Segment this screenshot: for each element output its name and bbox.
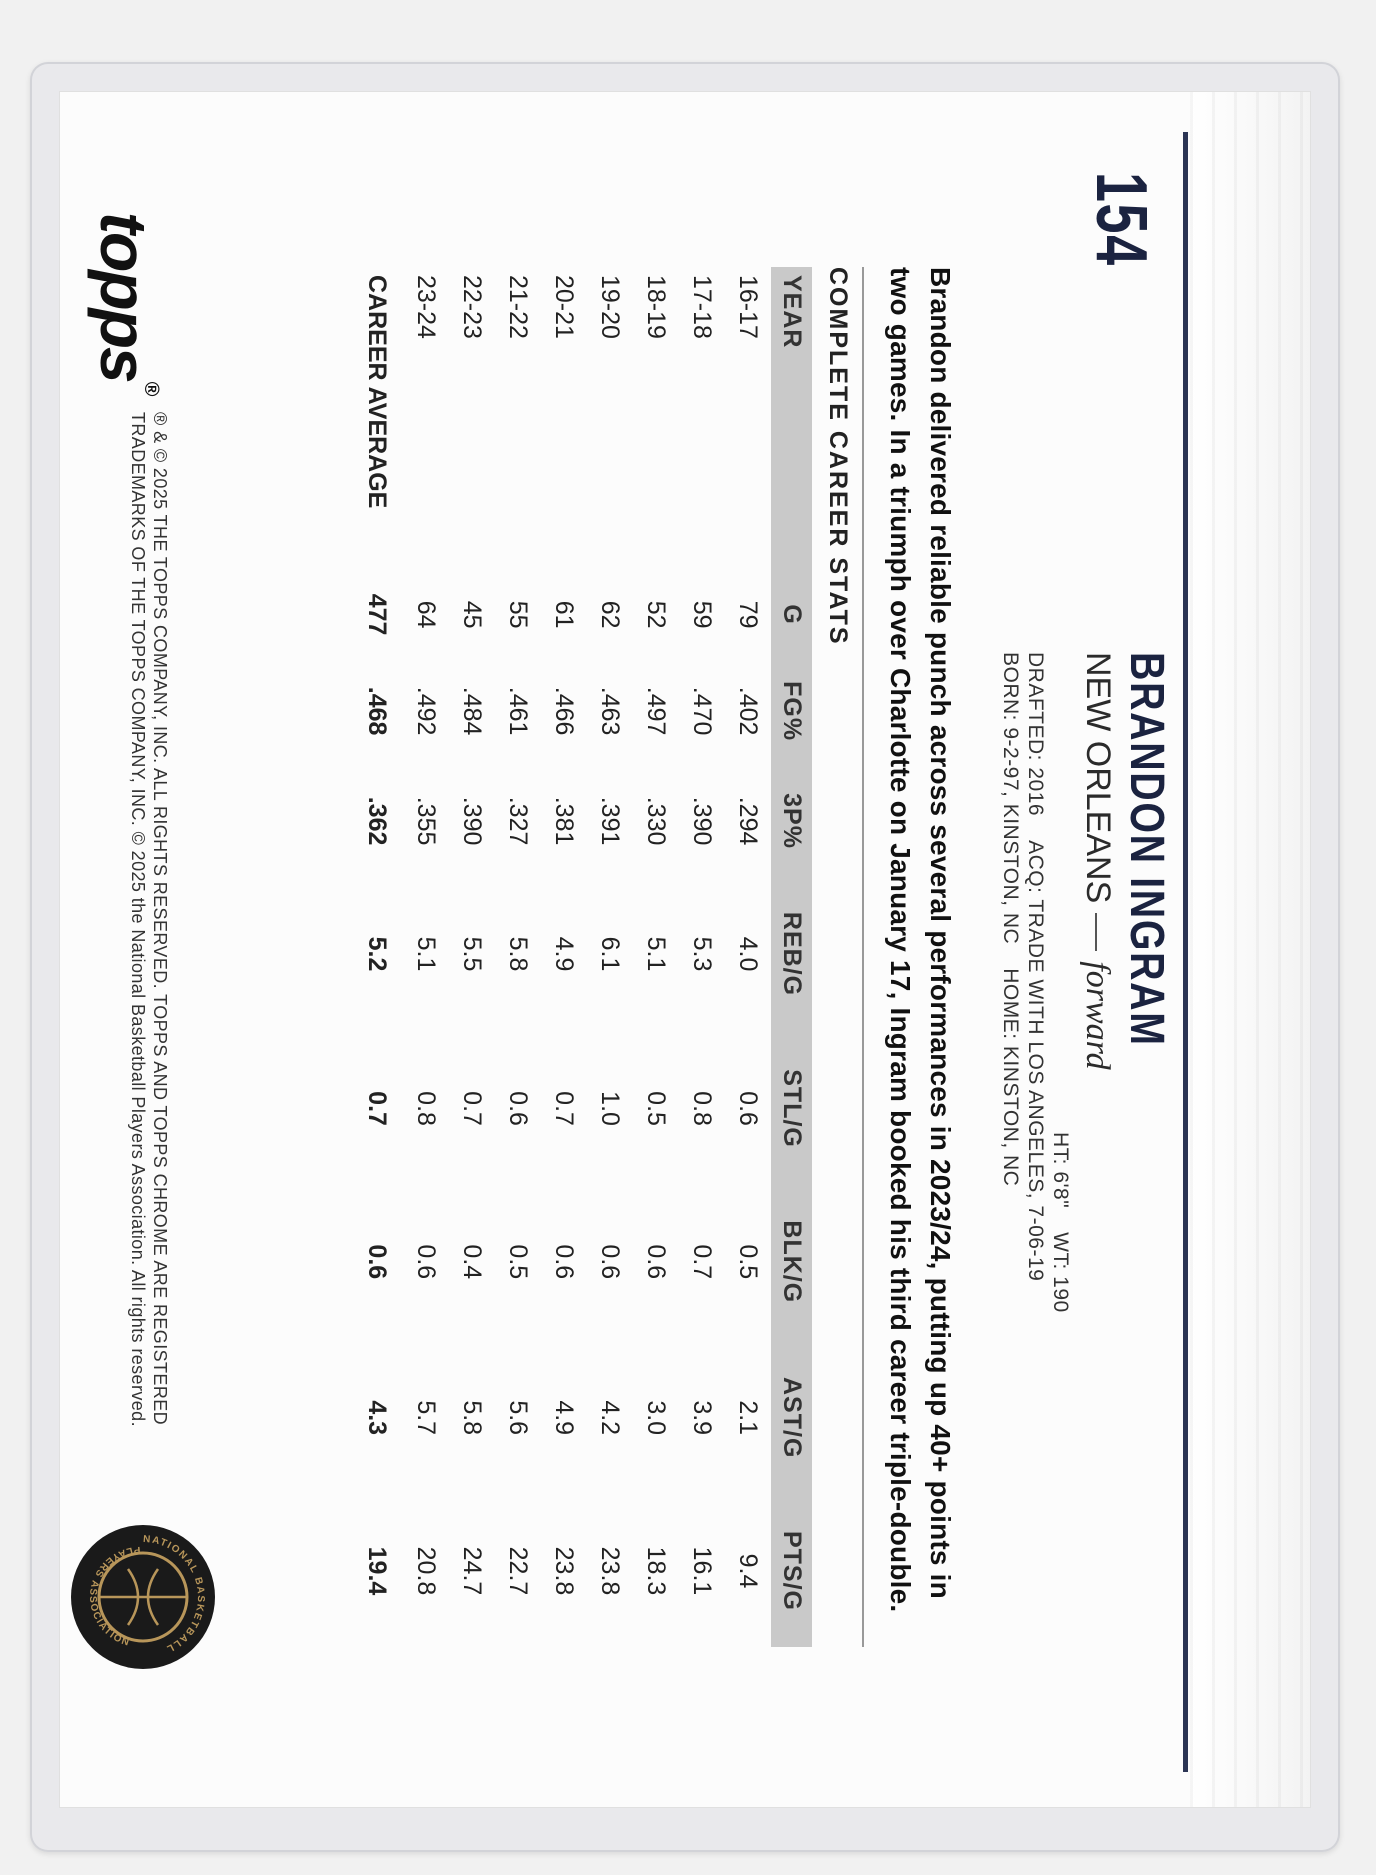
career-cell: 477 <box>363 593 391 636</box>
stats-cell: .390 <box>688 796 716 846</box>
stats-cell: .330 <box>642 796 670 846</box>
stats-row <box>403 267 449 1647</box>
bio-height: HT: 6'8" <box>1049 1132 1072 1209</box>
stats-cell: 16.1 <box>688 1546 716 1596</box>
stats-cell: 5.8 <box>458 1400 486 1436</box>
stats-cell: 0.7 <box>550 1091 578 1126</box>
card-content <box>60 92 1310 1807</box>
stats-cell: 0.7 <box>688 1244 716 1280</box>
col-header: REB/G <box>771 874 812 1034</box>
stats-cell: 0.4 <box>458 1244 486 1280</box>
stats-cell: 0.8 <box>688 1091 716 1126</box>
registered-mark-icon: ® <box>140 381 162 395</box>
col-header: STL/G <box>771 1034 812 1183</box>
stats-cell: 0.5 <box>504 1244 532 1280</box>
topps-logo-text: topps <box>87 212 161 382</box>
stats-cell: 17-18 <box>688 275 716 339</box>
stats-cell: 52 <box>642 600 670 629</box>
stats-row <box>541 267 587 1647</box>
stats-cell: 22-23 <box>458 275 486 339</box>
trading-card-back <box>60 92 1310 1807</box>
stats-cell: 0.6 <box>550 1244 578 1280</box>
legal-text <box>127 412 170 1612</box>
stats-cell: 3.0 <box>642 1400 670 1436</box>
stats-cell: .327 <box>504 796 532 846</box>
stats-cell: 5.5 <box>458 936 486 972</box>
stats-cell: 0.6 <box>412 1244 440 1280</box>
stats-cell: 0.6 <box>596 1244 624 1280</box>
bio-weight: WT: 190 <box>1049 1232 1072 1313</box>
stats-cell: 5.6 <box>504 1400 532 1436</box>
stats-cell: 0.6 <box>504 1091 532 1126</box>
bio-home: HOME: KINSTON, NC <box>999 968 1023 1187</box>
stats-row <box>449 267 495 1647</box>
stats-cell: 0.7 <box>458 1091 486 1126</box>
stats-cell: 18-19 <box>642 275 670 339</box>
player-blurb: Brandon delivered reliable punch across several performances in 2023/24, putting up 40+ points in two games. In a triumph over Charlotte on January 17, Ingram booked his third career triple-double. <box>884 267 956 1613</box>
col-header: AST/G <box>771 1340 812 1495</box>
stats-cell: 5.8 <box>504 936 532 972</box>
stats-cell: 62 <box>596 600 624 629</box>
header-divider <box>1183 132 1188 1772</box>
stats-cell: 22.7 <box>504 1546 532 1596</box>
career-cell: 0.6 <box>363 1244 391 1280</box>
col-header: BLK/G <box>771 1183 812 1340</box>
stats-cell: 2.1 <box>734 1400 762 1436</box>
stats-cell: .470 <box>688 686 716 736</box>
stats-cell: 61 <box>550 600 578 629</box>
career-stats-table <box>354 267 812 1647</box>
career-cell: 0.7 <box>363 1091 391 1126</box>
col-header: YEAR <box>771 267 812 575</box>
bio-born: BORN: 9-2-97, KINSTON, NC <box>999 652 1023 945</box>
stats-cell: 6.1 <box>596 936 624 972</box>
stats-cell: .492 <box>412 686 440 736</box>
stats-row <box>587 267 633 1647</box>
card-footer <box>70 132 270 1772</box>
card-number: 154 <box>1081 172 1161 267</box>
stats-cell: 24.7 <box>458 1546 486 1596</box>
stats-cell: 5.1 <box>642 936 670 972</box>
career-cell: CAREER AVERAGE <box>363 275 391 509</box>
stats-cell: 18.3 <box>642 1546 670 1596</box>
bio-drafted: DRAFTED: 2016 <box>1024 652 1048 817</box>
stats-row <box>679 267 725 1647</box>
stats-cell: .355 <box>412 796 440 846</box>
stats-cell: 16-17 <box>734 275 762 339</box>
stats-cell: 59 <box>688 600 716 629</box>
stats-cell: 23.8 <box>550 1546 578 1596</box>
stats-table-wrap <box>354 267 812 1647</box>
col-header: FG% <box>771 654 812 768</box>
stats-cell: .463 <box>596 686 624 736</box>
stats-cell: 5.7 <box>412 1400 440 1436</box>
wood-texture-strip <box>1190 92 1310 1807</box>
seal-bottom-text: PLAYERS ASSOCIATION <box>86 1543 141 1649</box>
stats-cell: 64 <box>412 600 440 629</box>
stats-cell: 0.6 <box>734 1091 762 1126</box>
team-name: NEW ORLEANS <box>1079 652 1117 904</box>
stats-cell: 4.2 <box>596 1400 624 1436</box>
stats-cell: .391 <box>596 796 624 846</box>
stats-cell: 5.3 <box>688 936 716 972</box>
nbpa-seal-icon <box>68 1522 218 1672</box>
stats-cell: 23-24 <box>412 275 440 339</box>
stats-cell: .294 <box>734 796 762 846</box>
stats-cell: .381 <box>550 796 578 846</box>
stats-cell: .402 <box>734 686 762 736</box>
career-cell: 4.3 <box>363 1400 391 1436</box>
stats-cell: 0.5 <box>642 1091 670 1126</box>
stats-cell: 45 <box>458 600 486 629</box>
career-cell: .362 <box>363 796 391 846</box>
player-position: forward <box>1079 961 1116 1070</box>
stats-cell: 55 <box>504 600 532 629</box>
stats-cell: 4.9 <box>550 936 578 972</box>
stats-row <box>495 267 541 1647</box>
stats-cell: 4.9 <box>550 1400 578 1436</box>
stats-cell: 0.6 <box>642 1244 670 1280</box>
stats-cell: 3.9 <box>688 1400 716 1436</box>
stats-cell: 21-22 <box>504 275 532 339</box>
seal-top-text: NATIONAL BASKETBALL <box>142 1533 207 1655</box>
legal-line-1: ® & © 2025 THE TOPPS COMPANY, INC. ALL RIGHTS RESERVED. TOPPS AND TOPPS CHROME ARE REGISTERED <box>150 412 170 1426</box>
stats-cell: 19-20 <box>596 275 624 339</box>
stats-cell: 0.5 <box>734 1244 762 1280</box>
bio-acquired: ACQ: TRADE WITH LOS ANGELES, 7-06-19 <box>1024 840 1048 1282</box>
stats-cell: 79 <box>734 600 762 629</box>
career-cell: 5.2 <box>363 936 391 972</box>
career-average-row <box>354 267 403 1647</box>
col-header: G <box>771 575 812 654</box>
player-bio <box>998 652 1072 1337</box>
legal-line-2: TRADEMARKS OF THE TOPPS COMPANY, INC. © 2025 the National Basketball Players Association. All rights reserved. <box>128 412 149 1427</box>
career-cell: .468 <box>363 686 391 736</box>
stats-cell: .390 <box>458 796 486 846</box>
stats-cell: 20.8 <box>412 1546 440 1596</box>
career-cell: 19.4 <box>363 1546 391 1596</box>
stats-cell: 20-21 <box>550 275 578 339</box>
blurb-divider <box>862 267 864 1647</box>
col-header: PTS/G <box>771 1495 812 1647</box>
player-header <box>998 652 1174 1337</box>
stats-cell: 1.0 <box>596 1091 624 1126</box>
topps-logo <box>86 212 162 394</box>
team-line <box>1078 652 1117 1337</box>
stats-cell: 4.0 <box>734 936 762 972</box>
stats-body <box>354 267 771 1647</box>
stats-cell: .497 <box>642 686 670 736</box>
stats-row <box>633 267 679 1647</box>
player-name: BRANDON INGRAM <box>1120 652 1173 1047</box>
col-header: 3P% <box>771 768 812 874</box>
stats-cell: .466 <box>550 686 578 736</box>
stats-cell: .484 <box>458 686 486 736</box>
stats-cell: 5.1 <box>412 936 440 972</box>
stats-header-row <box>771 267 812 1647</box>
stats-cell: 23.8 <box>596 1546 624 1596</box>
stats-title: COMPLETE CAREER STATS <box>824 267 852 646</box>
team-dash <box>1095 913 1097 951</box>
stats-cell: 0.8 <box>412 1091 440 1126</box>
stats-row <box>725 267 771 1647</box>
stats-cell: 9.4 <box>734 1553 762 1589</box>
stats-cell: .461 <box>504 686 532 736</box>
